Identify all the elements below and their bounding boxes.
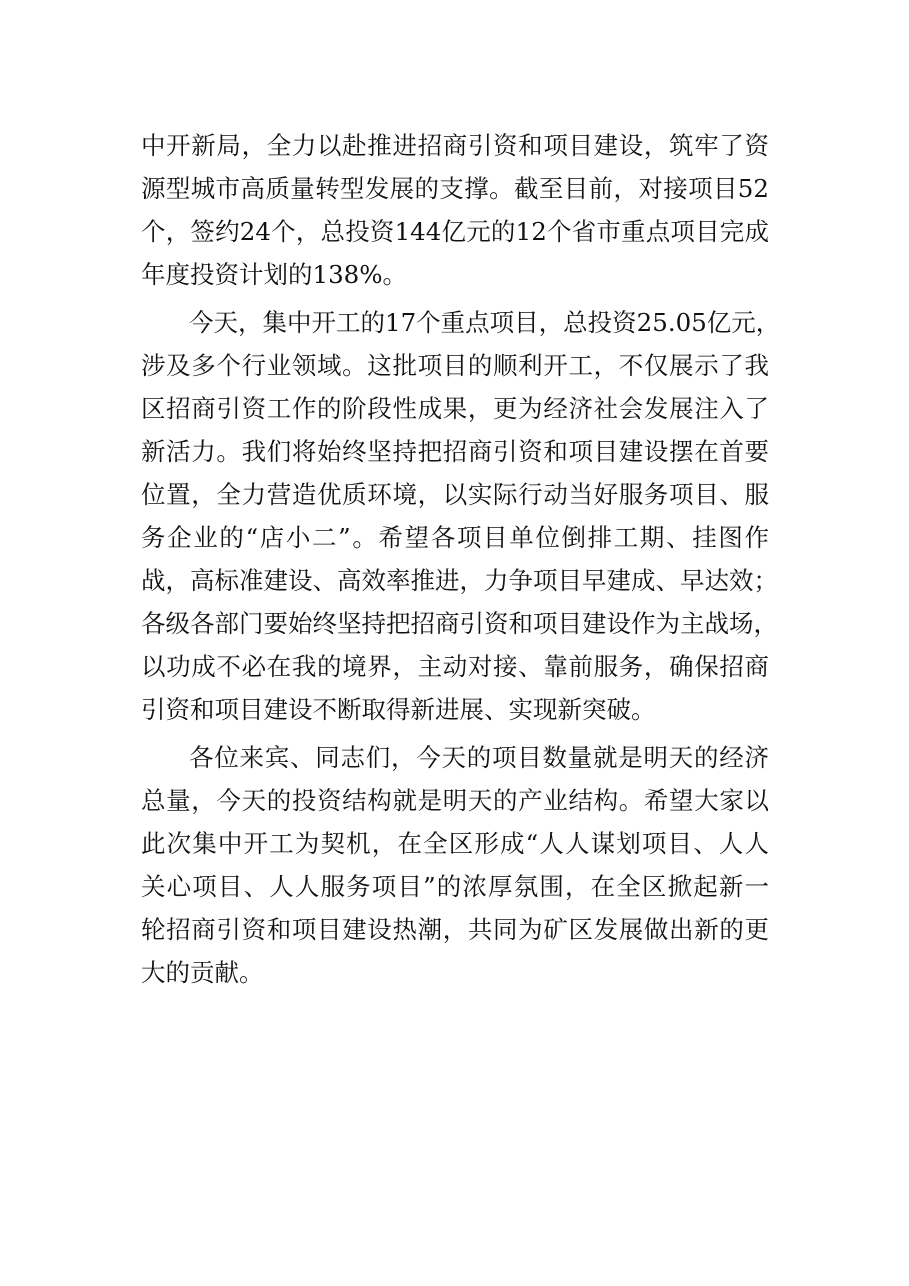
document-body	[141, 124, 781, 994]
text-line: 此次集中开工为契机，在全区形成“人人谋划项目、人人	[141, 829, 769, 858]
text-line: 年度投资计划的138%。	[141, 260, 408, 289]
paragraph-2	[141, 301, 781, 731]
text-line: 轮招商引资和项目建设热潮，共同为矿区发展做出新的更	[141, 915, 769, 944]
text-line: 关心项目、人人服务项目”的浓厚氛围，在全区掀起新一	[141, 872, 769, 901]
text-line: 引资和项目建设不断取得新进展、实现新突破。	[141, 695, 656, 724]
paragraph-1	[141, 124, 769, 296]
text-line: 以功成不必在我的境界，主动对接、靠前服务，确保招商	[141, 652, 769, 681]
text-line: 务企业的“店小二”。希望各项目单位倒排工期、挂图作	[141, 523, 769, 552]
text-line: 位置，全力营造优质环境，以实际行动当好服务项目、服	[141, 480, 769, 509]
text-line: 战，高标准建设、高效率推进，力争项目早建成、早达效；	[141, 566, 778, 595]
paragraph-3	[141, 736, 769, 994]
text-line: 区招商引资工作的阶段性成果，更为经济社会发展注入了	[141, 394, 769, 423]
text-line: 今天，集中开工的17个重点项目，总投资25.05亿元，	[189, 308, 781, 337]
text-line: 大的贡献。	[141, 958, 264, 987]
text-line: 各级各部门要始终坚持把招商引资和项目建设作为主战场，	[141, 609, 778, 638]
text-line: 源型城市高质量转型发展的支撑。截至目前，对接项目52	[141, 174, 769, 203]
text-line: 新活力。我们将始终坚持把招商引资和项目建设摆在首要	[141, 437, 769, 466]
text-line: 涉及多个行业领域。这批项目的顺利开工，不仅展示了我	[141, 351, 769, 380]
text-line: 个，签约24个，总投资144亿元的12个省市重点项目完成	[141, 217, 769, 246]
text-line: 中开新局，全力以赴推进招商引资和项目建设，筑牢了资	[141, 131, 769, 160]
text-line: 各位来宾、同志们，今天的项目数量就是明天的经济	[189, 743, 769, 772]
text-line: 总量，今天的投资结构就是明天的产业结构。希望大家以	[141, 786, 769, 815]
